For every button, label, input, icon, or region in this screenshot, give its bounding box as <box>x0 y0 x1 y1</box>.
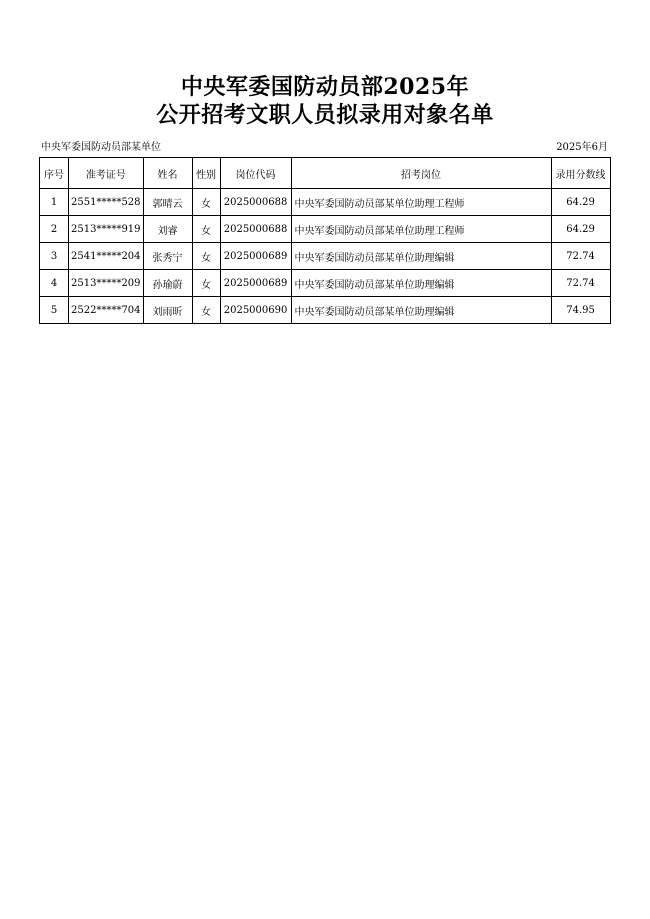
header-score-line: 录用分数线 <box>551 158 610 189</box>
document-title-line1: 中央军委国防动员部2025年 <box>180 74 470 100</box>
table-row <box>40 216 611 243</box>
cell-name: 孙瑜蔚 <box>143 270 192 297</box>
publish-date: 2025年6月 <box>556 142 608 153</box>
cell-gender: 女 <box>192 297 220 324</box>
table-row <box>40 243 611 270</box>
cell-score-line: 74.95 <box>551 297 610 324</box>
cell-score-line: 72.74 <box>551 270 610 297</box>
cell-seq: 4 <box>40 270 69 297</box>
cell-name: 张秀宁 <box>143 243 192 270</box>
cell-exam-number: 2551*****528 <box>69 189 144 216</box>
cell-score-line: 64.29 <box>551 189 610 216</box>
cell-seq: 3 <box>40 243 69 270</box>
cell-position-code: 2025000688 <box>220 216 291 243</box>
cell-seq: 5 <box>40 297 69 324</box>
cell-position: 中央军委国防动员部某单位助理编辑 <box>291 243 551 270</box>
cell-position-code: 2025000689 <box>220 243 291 270</box>
cell-exam-number: 2541*****204 <box>69 243 144 270</box>
cell-name: 刘雨昕 <box>143 297 192 324</box>
cell-name: 刘睿 <box>143 216 192 243</box>
document-title-line2: 公开招考文职人员拟录用对象名单 <box>156 102 494 128</box>
cell-position-code: 2025000690 <box>220 297 291 324</box>
header-exam-number: 准考证号 <box>69 158 144 189</box>
cell-seq: 2 <box>40 216 69 243</box>
header-name: 姓名 <box>143 158 192 189</box>
header-seq: 序号 <box>40 158 69 189</box>
cell-position: 中央军委国防动员部某单位助理编辑 <box>291 297 551 324</box>
cell-exam-number: 2513*****919 <box>69 216 144 243</box>
table-header-row <box>40 158 611 189</box>
unit-name: 中央军委国防动员部某单位 <box>41 142 161 153</box>
cell-gender: 女 <box>192 243 220 270</box>
cell-gender: 女 <box>192 216 220 243</box>
table-row <box>40 297 611 324</box>
cell-name: 郭晴云 <box>143 189 192 216</box>
cell-position: 中央军委国防动员部某单位助理编辑 <box>291 270 551 297</box>
table-row <box>40 270 611 297</box>
cell-seq: 1 <box>40 189 69 216</box>
cell-position: 中央军委国防动员部某单位助理工程师 <box>291 216 551 243</box>
cell-gender: 女 <box>192 270 220 297</box>
header-gender: 性别 <box>192 158 220 189</box>
header-position-code: 岗位代码 <box>220 158 291 189</box>
cell-position-code: 2025000688 <box>220 189 291 216</box>
cell-gender: 女 <box>192 189 220 216</box>
cell-position-code: 2025000689 <box>220 270 291 297</box>
cell-score-line: 64.29 <box>551 216 610 243</box>
header-position: 招考岗位 <box>291 158 551 189</box>
admission-table <box>39 157 611 324</box>
cell-exam-number: 2513*****209 <box>69 270 144 297</box>
cell-score-line: 72.74 <box>551 243 610 270</box>
table-row <box>40 189 611 216</box>
cell-exam-number: 2522*****704 <box>69 297 144 324</box>
cell-position: 中央军委国防动员部某单位助理工程师 <box>291 189 551 216</box>
